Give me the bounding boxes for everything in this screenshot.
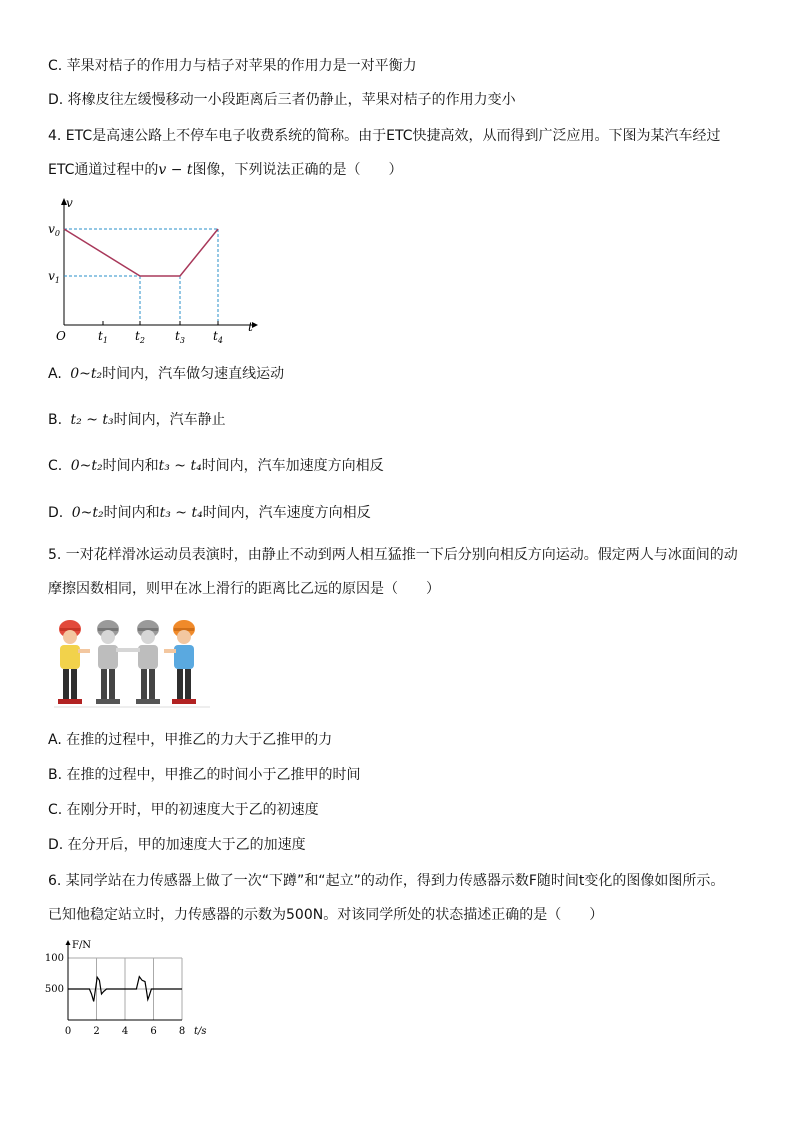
q4-stem-post: 图像，下列说法正确的是（ ） [192,162,403,178]
ft-grid [66,940,183,1020]
q4-option-text: 时间内，汽车速度方向相反 [202,505,371,521]
ft-xtick-label: 0 [64,1026,72,1037]
vt-axes [61,198,258,328]
vt-origin-label: O [56,329,66,343]
q4-option-letter: A. [48,366,67,382]
q4-option-expr: 0~t₂ [70,366,103,382]
q4-option-letter: B. [48,412,67,428]
q4-option-mid: 时间内和 [103,505,160,521]
vt-ticks [103,321,218,325]
skater-left [58,620,90,704]
vt-series-line [64,229,218,276]
q4-stem-line1: 4. ETC是高速公路上不停车电子收费系统的简称。由于ETC快捷高效，从而得到广泛应用。下图为某汽车经过 [48,128,721,144]
vt-ytick-label-v1: $v_1$ [48,269,60,285]
q4-option-expr: t₂ ~ t₃ [70,412,114,428]
q4-stem-line2 [48,160,403,180]
vt-xtick-label-t2: $t_2$ [135,329,145,345]
ft-xtick-label: 2 [93,1026,100,1037]
q4-option-expr2: t₃ ~ t₄ [158,458,202,474]
q4-option-expr2: t₃ ~ t₄ [159,505,203,521]
ft-ytick-label: 500 [44,984,64,995]
q4-option-letter: C. [48,458,67,474]
q5-option: B. 在推的过程中，甲推乙的时间小于乙推甲的时间 [48,767,361,783]
q4-option-expr: 0~t₂ [70,458,103,474]
q4-option [48,503,371,523]
vt-graph [40,195,270,345]
q5-stem-line2: 摩擦因数相同，则甲在冰上滑行的距离比乙远的原因是（ ） [48,581,440,597]
q4-option-text: 时间内，汽车加速度方向相反 [201,458,384,474]
q4-option [48,364,284,384]
ft-xtick-label: 8 [178,1026,186,1037]
ft-y-arrow [66,940,71,945]
q4-option-expr: 0~t₂ [71,505,104,521]
q3-option-d: D. 将橡皮往左缓慢移动一小段距离后三者仍静止，苹果对桔子的作用力变小 [48,92,516,108]
skater-right [164,620,196,704]
ft-ylabel: F/N [72,940,92,951]
ft-xtick-label: 4 [121,1026,129,1037]
ft-graph [40,938,220,1042]
q5-option: A. 在推的过程中，甲推乙的力大于乙推甲的力 [48,732,333,748]
skaters-illustration [52,615,212,715]
vt-x-arrow [252,322,258,328]
q4-option [48,410,226,430]
skater-mid-right [128,620,160,704]
ft-xtick-label: 6 [150,1026,157,1037]
q4-stem-vt: v − t [158,162,193,178]
vt-ylabel: v [66,196,73,210]
q5-option: D. 在分开后，甲的加速度大于乙的加速度 [48,837,306,853]
q4-option-text: 时间内，汽车做匀速直线运动 [102,366,285,382]
skater-mid-left [96,620,130,704]
ft-ytick-label: 100 [44,953,64,964]
vt-labels [48,196,253,345]
q5-stem-line1: 5. 一对花样滑冰运动员表演时，由静止不动到两人相互猛推一下后分别向相反方向运动。假定两人与冰面间的动 [48,547,738,563]
q4-option [48,456,384,476]
vt-xtick-label-t3: $t_3$ [175,329,185,345]
q4-option-letter: D. [48,505,68,521]
q5-option: C. 在刚分开时，甲的初速度大于乙的初速度 [48,802,319,818]
q4-stem-pre: ETC通道过程中的 [48,162,159,178]
vt-xtick-label-t1: $t_1$ [98,329,108,345]
ft-xlabel: t/s [194,1026,207,1037]
q6-stem-line2: 已知他稳定站立时，力传感器的示数为500N。对该同学所处的状态描述正确的是（ ） [48,907,604,923]
vt-xtick-label-t4: $t_4$ [213,329,223,345]
vt-xlabel: t [248,320,253,334]
q4-option-mid: 时间内和 [102,458,159,474]
q3-option-c: C. 苹果对桔子的作用力与桔子对苹果的作用力是一对平衡力 [48,58,417,74]
q6-stem-line1: 6. 某同学站在力传感器上做了一次“下蹲”和“起立”的动作，得到力传感器示数F随时间t变化的图像如图所示。 [48,873,725,889]
vt-ytick-label-v0: $v_0$ [48,222,60,238]
q4-option-text: 时间内，汽车静止 [113,412,226,428]
